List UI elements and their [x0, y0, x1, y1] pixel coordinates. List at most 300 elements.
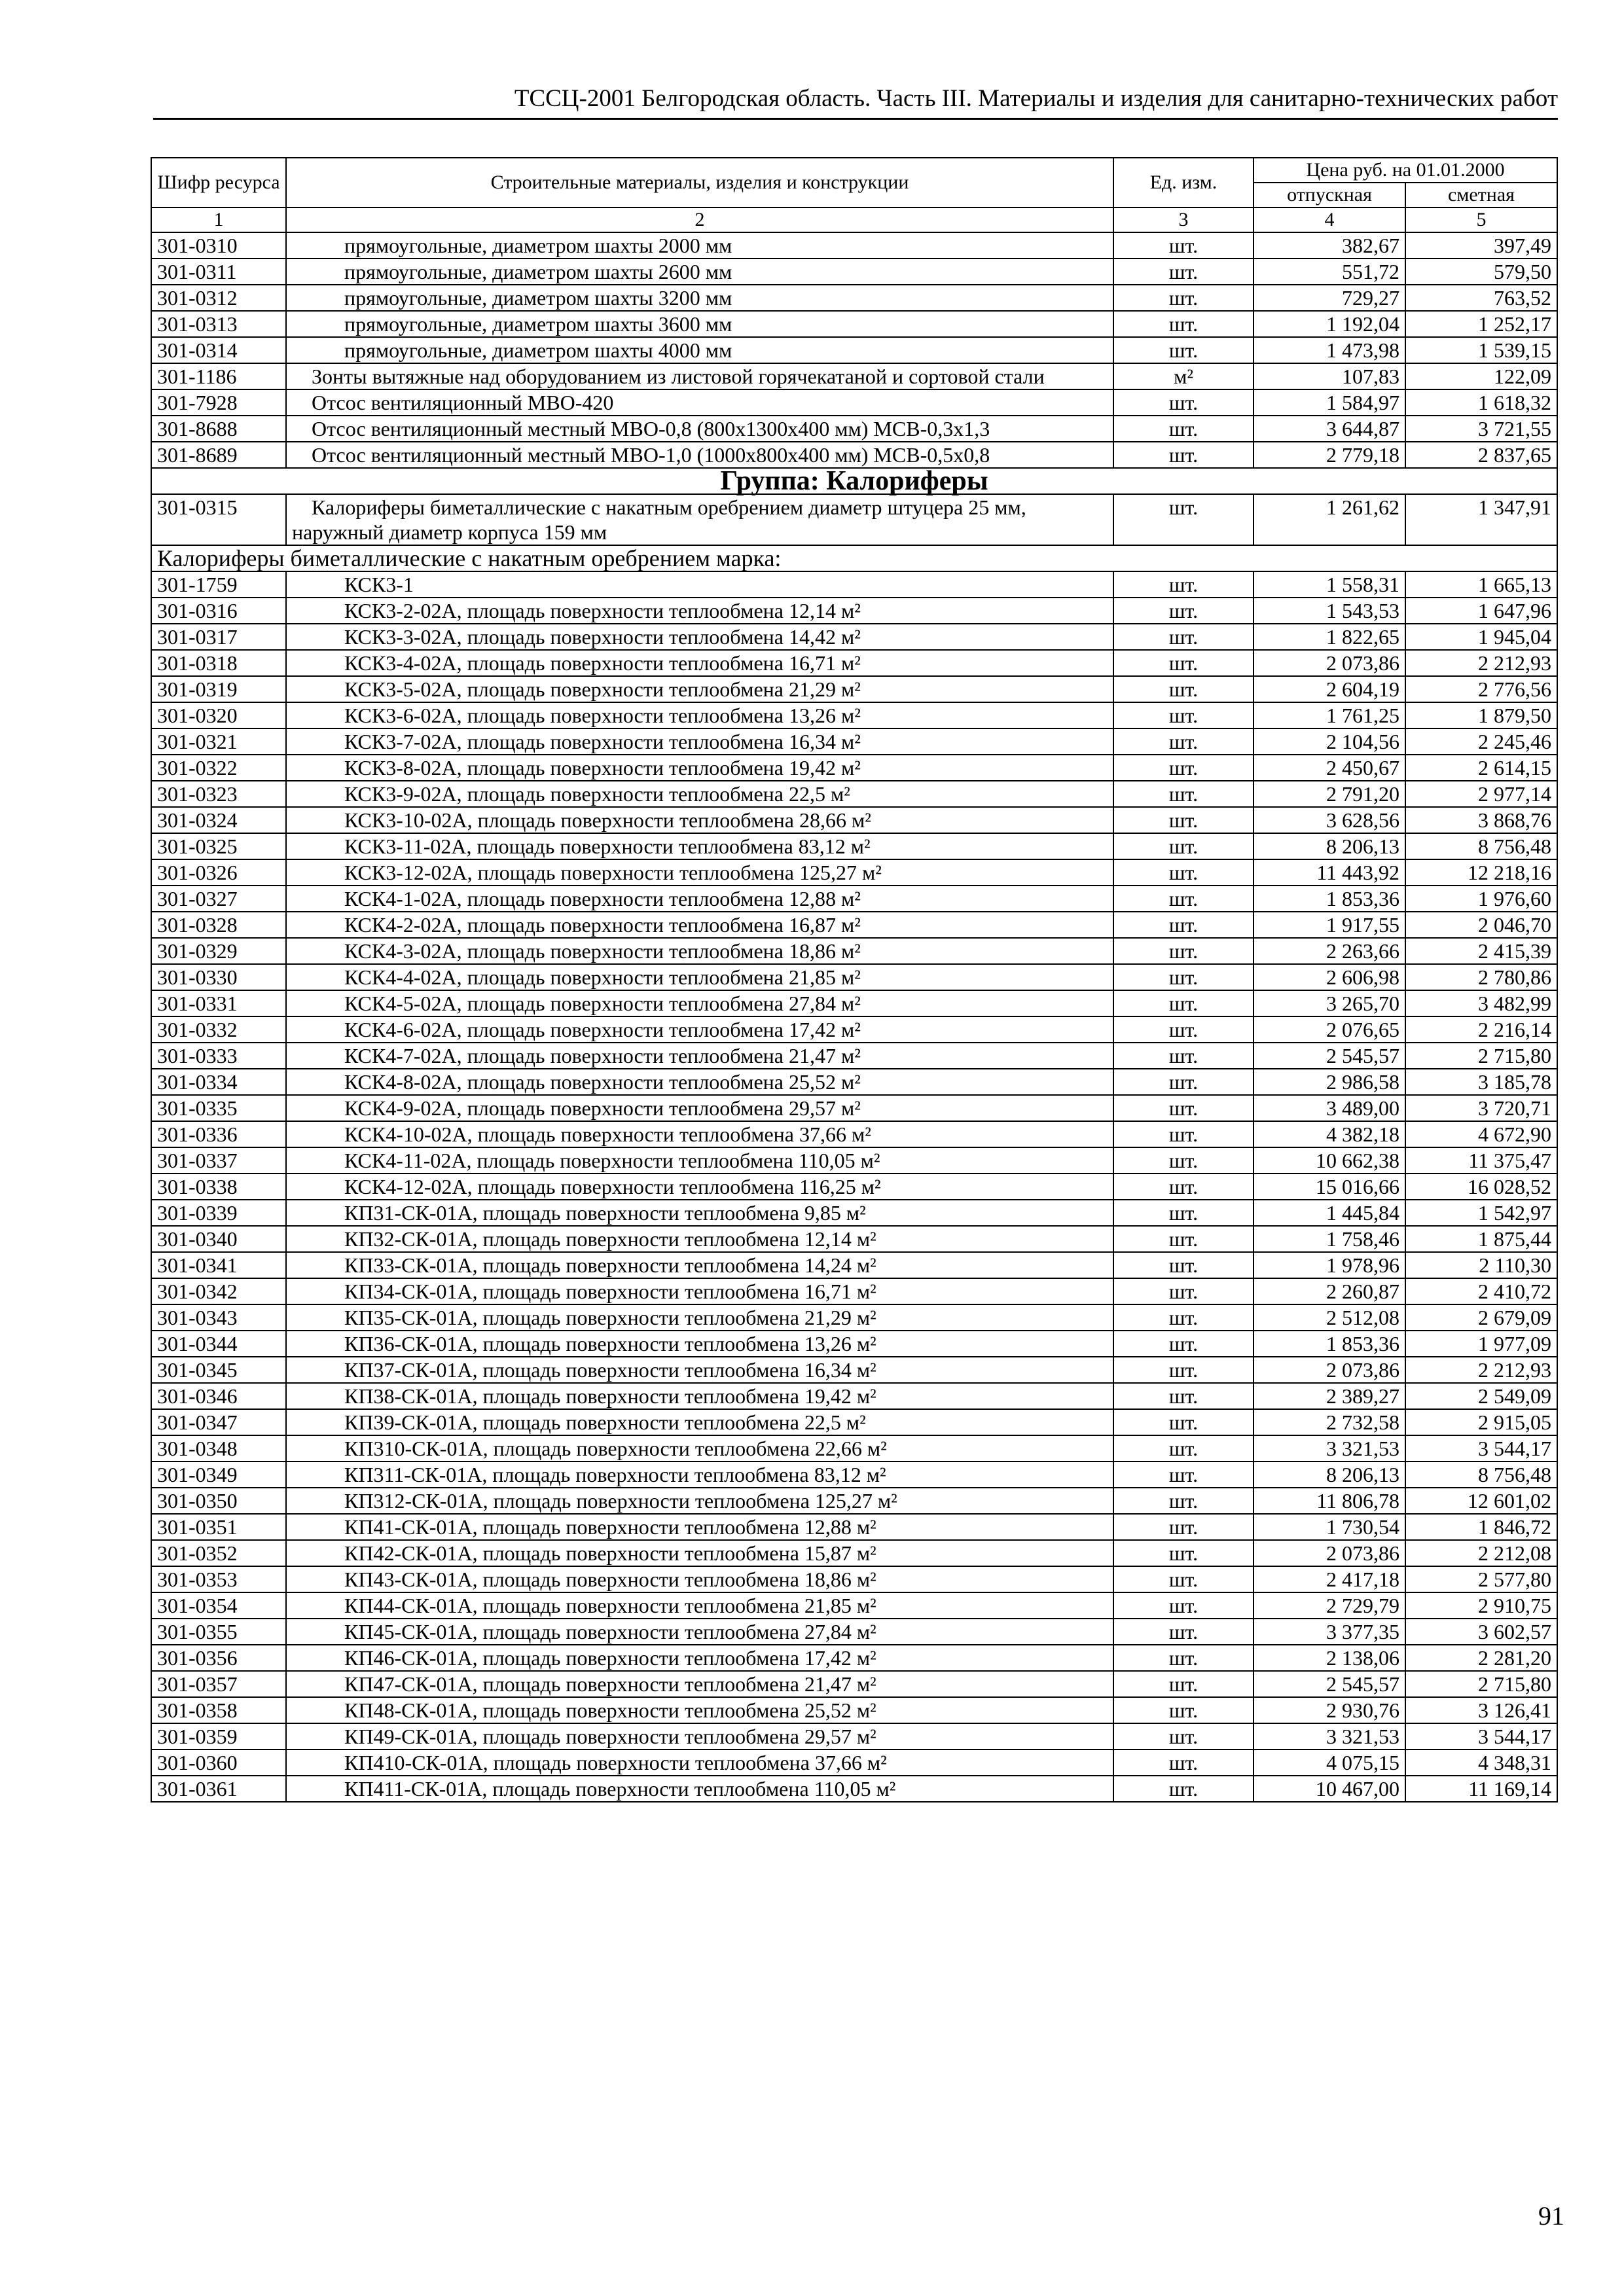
column-number: 4: [1254, 207, 1405, 232]
unit: шт.: [1113, 1723, 1254, 1749]
resource-code: 301-0337: [151, 1147, 286, 1174]
item-name: КП43-СК-01А, площадь поверхности теплообмена 18,86 м²: [344, 1568, 876, 1591]
table-row: [151, 1226, 1557, 1252]
estimate-price: 3 602,57: [1405, 1619, 1557, 1645]
item-name: КСК3-3-02А, площадь поверхности теплообмена 14,42 м²: [344, 625, 861, 649]
table-row: [151, 494, 1557, 545]
unit: шт.: [1113, 416, 1254, 442]
resource-code: 301-0358: [151, 1697, 286, 1723]
unit: шт.: [1113, 728, 1254, 755]
table-row: [151, 416, 1557, 442]
group-heading-row: [151, 468, 1557, 494]
estimate-price: 2 245,46: [1405, 728, 1557, 755]
release-price: 2 104,56: [1254, 728, 1405, 755]
unit: шт.: [1113, 598, 1254, 624]
resource-code: 301-0310: [151, 232, 286, 259]
item-name-cell: [286, 1043, 1113, 1069]
table-row: [151, 938, 1557, 964]
table-row: [151, 886, 1557, 912]
unit: шт.: [1113, 650, 1254, 676]
estimate-price: 2 046,70: [1405, 912, 1557, 938]
table-row: [151, 1095, 1557, 1121]
estimate-price: 2 110,30: [1405, 1252, 1557, 1278]
table-body: [151, 232, 1557, 1802]
item-name-cell: [286, 1095, 1113, 1121]
item-name-cell: [286, 728, 1113, 755]
release-price: 2 073,86: [1254, 1540, 1405, 1566]
resource-code: 301-0327: [151, 886, 286, 912]
estimate-price: 2 780,86: [1405, 964, 1557, 990]
estimate-price: 2 549,09: [1405, 1383, 1557, 1409]
estimate-price: 1 846,72: [1405, 1514, 1557, 1540]
header-unit: Ед. изм.: [1113, 158, 1254, 207]
resource-code: 301-0315: [151, 494, 286, 545]
release-price: 107,83: [1254, 363, 1405, 389]
item-name-cell: [286, 990, 1113, 1016]
resource-code: 301-0336: [151, 1121, 286, 1147]
table-row: [151, 598, 1557, 624]
resource-code: 301-0339: [151, 1200, 286, 1226]
item-name: КП46-СК-01А, площадь поверхности теплообмена 17,42 м²: [344, 1646, 876, 1670]
table-row: [151, 624, 1557, 650]
unit: шт.: [1113, 938, 1254, 964]
item-name: КСК4-12-02А, площадь поверхности теплообмена 116,25 м²: [344, 1175, 881, 1198]
table-row: [151, 311, 1557, 337]
estimate-price: 2 614,15: [1405, 755, 1557, 781]
item-name-cell: [286, 702, 1113, 728]
release-price: 551,72: [1254, 259, 1405, 285]
unit: шт.: [1113, 494, 1254, 545]
resource-code: 301-0360: [151, 1749, 286, 1776]
unit: шт.: [1113, 1069, 1254, 1095]
estimate-price: 2 679,09: [1405, 1304, 1557, 1331]
item-name: КП311-СК-01А, площадь поверхности теплообмена 83,12 м²: [344, 1463, 886, 1486]
item-name-cell: [286, 964, 1113, 990]
estimate-price: 11 375,47: [1405, 1147, 1557, 1174]
item-name: КП41-СК-01А, площадь поверхности теплообмена 12,88 м²: [344, 1515, 876, 1539]
resource-code: 301-0314: [151, 337, 286, 363]
item-name-cell: [286, 886, 1113, 912]
resource-code: 301-8689: [151, 442, 286, 468]
resource-code: 301-0357: [151, 1671, 286, 1697]
item-name-cell: [286, 1671, 1113, 1697]
release-price: 8 206,13: [1254, 833, 1405, 859]
table-header: [151, 158, 1557, 232]
resource-code: 301-0321: [151, 728, 286, 755]
estimate-price: 3 868,76: [1405, 807, 1557, 833]
subgroup-heading-row: [151, 545, 1557, 571]
resource-code: 301-0312: [151, 285, 286, 311]
release-price: 8 206,13: [1254, 1462, 1405, 1488]
item-name-cell: [286, 1200, 1113, 1226]
release-price: 4 075,15: [1254, 1749, 1405, 1776]
table-row: [151, 964, 1557, 990]
unit: шт.: [1113, 1252, 1254, 1278]
release-price: 2 779,18: [1254, 442, 1405, 468]
release-price: 1 853,36: [1254, 1331, 1405, 1357]
item-name-cell: [286, 755, 1113, 781]
unit: шт.: [1113, 859, 1254, 886]
table-row: [151, 1174, 1557, 1200]
resource-code: 301-0332: [151, 1016, 286, 1043]
release-price: 2 545,57: [1254, 1671, 1405, 1697]
resource-code: 301-0329: [151, 938, 286, 964]
release-price: 2 076,65: [1254, 1016, 1405, 1043]
column-number: 5: [1405, 207, 1557, 232]
release-price: 2 263,66: [1254, 938, 1405, 964]
estimate-price: 3 185,78: [1405, 1069, 1557, 1095]
table-row: [151, 1723, 1557, 1749]
estimate-price: 2 837,65: [1405, 442, 1557, 468]
item-name-cell: [286, 1069, 1113, 1095]
resource-code: 301-0349: [151, 1462, 286, 1488]
estimate-price: 1 665,13: [1405, 571, 1557, 598]
estimate-price: 4 672,90: [1405, 1121, 1557, 1147]
item-name: прямоугольные, диаметром шахты 2600 мм: [344, 260, 732, 283]
estimate-price: 12 601,02: [1405, 1488, 1557, 1514]
estimate-price: 2 212,93: [1405, 650, 1557, 676]
table-row: [151, 1488, 1557, 1514]
release-price: 2 604,19: [1254, 676, 1405, 702]
estimate-price: 1 347,91: [1405, 494, 1557, 545]
table-row: [151, 1043, 1557, 1069]
item-name: КП39-СК-01А, площадь поверхности теплообмена 22,5 м²: [344, 1410, 866, 1434]
estimate-price: 1 252,17: [1405, 311, 1557, 337]
item-name: КСК4-1-02А, площадь поверхности теплообмена 12,88 м²: [344, 887, 861, 910]
release-price: 1 853,36: [1254, 886, 1405, 912]
table-row: [151, 1357, 1557, 1383]
release-price: 3 644,87: [1254, 416, 1405, 442]
table-row: [151, 442, 1557, 468]
table-row: [151, 1540, 1557, 1566]
item-name-cell: [286, 1435, 1113, 1462]
table-row: [151, 1776, 1557, 1802]
unit: шт.: [1113, 886, 1254, 912]
item-name: Зонты вытяжные над оборудованием из листовой горячекатаной и сортовой стали: [312, 365, 1045, 388]
item-name-cell: [286, 1147, 1113, 1174]
table-row: [151, 1331, 1557, 1357]
item-name-cell: [286, 1776, 1113, 1802]
unit: шт.: [1113, 232, 1254, 259]
table-row: [151, 1749, 1557, 1776]
unit: шт.: [1113, 389, 1254, 416]
unit: шт.: [1113, 1304, 1254, 1331]
item-name: КСК3-7-02А, площадь поверхности теплообмена 16,34 м²: [344, 730, 861, 753]
resource-code: 301-0331: [151, 990, 286, 1016]
page-header: ТССЦ-2001 Белгородская область. Часть III. Материалы и изделия для санитарно-технических работ: [153, 84, 1558, 120]
unit: шт.: [1113, 1278, 1254, 1304]
estimate-price: 4 348,31: [1405, 1749, 1557, 1776]
estimate-price: 3 721,55: [1405, 416, 1557, 442]
item-name: КП31-СК-01А, площадь поверхности теплообмена 9,85 м²: [344, 1201, 866, 1225]
subgroup-heading: Калориферы биметаллические с накатным оребрением марка:: [151, 545, 1557, 571]
table-row: [151, 232, 1557, 259]
unit: шт.: [1113, 1566, 1254, 1592]
estimate-price: 2 776,56: [1405, 676, 1557, 702]
item-name: КП410-СК-01А, площадь поверхности теплообмена 37,66 м²: [344, 1751, 887, 1774]
table-row: [151, 1592, 1557, 1619]
item-name-cell: [286, 598, 1113, 624]
item-name: прямоугольные, диаметром шахты 3600 мм: [344, 312, 732, 336]
table-row: [151, 728, 1557, 755]
item-name-cell: [286, 1121, 1113, 1147]
unit: шт.: [1113, 990, 1254, 1016]
item-name-cell: [286, 938, 1113, 964]
unit: шт.: [1113, 702, 1254, 728]
resource-code: 301-0316: [151, 598, 286, 624]
resource-code: 301-0344: [151, 1331, 286, 1357]
item-name-cell: [286, 1383, 1113, 1409]
unit: шт.: [1113, 912, 1254, 938]
estimate-price: 579,50: [1405, 259, 1557, 285]
unit: шт.: [1113, 337, 1254, 363]
unit: шт.: [1113, 1645, 1254, 1671]
table-row: [151, 833, 1557, 859]
resource-code: 301-0351: [151, 1514, 286, 1540]
table-row: [151, 285, 1557, 311]
resource-code: 301-1186: [151, 363, 286, 389]
table-row: [151, 1252, 1557, 1278]
resource-code: 301-0311: [151, 259, 286, 285]
release-price: 1 917,55: [1254, 912, 1405, 938]
item-name: КСК4-10-02А, площадь поверхности теплообмена 37,66 м²: [344, 1122, 871, 1146]
release-price: 1 473,98: [1254, 337, 1405, 363]
item-name-cell: [286, 571, 1113, 598]
unit: шт.: [1113, 1409, 1254, 1435]
item-name-cell: [286, 416, 1113, 442]
item-name-cell: [286, 1723, 1113, 1749]
unit: шт.: [1113, 1200, 1254, 1226]
unit: шт.: [1113, 1331, 1254, 1357]
estimate-price: 2 216,14: [1405, 1016, 1557, 1043]
estimate-price: 3 126,41: [1405, 1697, 1557, 1723]
item-name: КП38-СК-01А, площадь поверхности теплообмена 19,42 м²: [344, 1384, 876, 1408]
resource-code: 301-1759: [151, 571, 286, 598]
estimate-price: 1 945,04: [1405, 624, 1557, 650]
header-name: Строительные материалы, изделия и конструкции: [286, 158, 1113, 207]
item-name-cell: [286, 311, 1113, 337]
release-price: 1 761,25: [1254, 702, 1405, 728]
estimate-price: 3 720,71: [1405, 1095, 1557, 1121]
unit: шт.: [1113, 311, 1254, 337]
item-name: КП310-СК-01А, площадь поверхности теплообмена 22,66 м²: [344, 1437, 887, 1460]
table-row: [151, 337, 1557, 363]
resource-code: 301-0341: [151, 1252, 286, 1278]
table-row: [151, 1462, 1557, 1488]
table-row: [151, 650, 1557, 676]
item-name-cell: [286, 650, 1113, 676]
resource-code: 301-0338: [151, 1174, 286, 1200]
unit: шт.: [1113, 1383, 1254, 1409]
estimate-price: 1 879,50: [1405, 702, 1557, 728]
resource-code: 301-0355: [151, 1619, 286, 1645]
resource-code: 301-0313: [151, 311, 286, 337]
release-price: 2 138,06: [1254, 1645, 1405, 1671]
estimate-price: 12 218,16: [1405, 859, 1557, 886]
table-row: [151, 1514, 1557, 1540]
item-name-cell: [286, 859, 1113, 886]
estimate-price: 3 482,99: [1405, 990, 1557, 1016]
item-name: КСК3-10-02А, площадь поверхности теплообмена 28,66 м²: [344, 808, 871, 832]
estimate-price: 1 539,15: [1405, 337, 1557, 363]
table-row: [151, 702, 1557, 728]
item-name: КСК3-9-02А, площадь поверхности теплообмена 22,5 м²: [344, 782, 850, 806]
unit: шт.: [1113, 1619, 1254, 1645]
estimate-price: 2 577,80: [1405, 1566, 1557, 1592]
item-name: прямоугольные, диаметром шахты 2000 мм: [344, 234, 732, 257]
table-row: [151, 990, 1557, 1016]
table-row: [151, 859, 1557, 886]
item-name-cell: [286, 1514, 1113, 1540]
unit: шт.: [1113, 1121, 1254, 1147]
item-name-cell: [286, 1697, 1113, 1723]
item-name-cell: [286, 1566, 1113, 1592]
item-name-cell: [286, 807, 1113, 833]
estimate-price: 2 715,80: [1405, 1671, 1557, 1697]
resource-code: 301-0324: [151, 807, 286, 833]
release-price: 11 443,92: [1254, 859, 1405, 886]
release-price: 3 321,53: [1254, 1435, 1405, 1462]
table-row: [151, 1278, 1557, 1304]
item-name: КСК3-5-02А, площадь поверхности теплообмена 21,29 м²: [344, 677, 861, 701]
resource-code: 301-0352: [151, 1540, 286, 1566]
estimate-price: 11 169,14: [1405, 1776, 1557, 1802]
item-name: КП42-СК-01А, площадь поверхности теплообмена 15,87 м²: [344, 1541, 876, 1565]
unit: шт.: [1113, 833, 1254, 859]
estimate-price: 1 875,44: [1405, 1226, 1557, 1252]
item-name: Отсос вентиляционный местный МВО-0,8 (800х1300х400 мм) МСВ-0,3х1,3: [312, 417, 990, 440]
release-price: 15 016,66: [1254, 1174, 1405, 1200]
item-name: КП36-СК-01А, площадь поверхности теплообмена 13,26 м²: [344, 1332, 876, 1355]
item-name: Отсос вентиляционный МВО-420: [312, 391, 614, 414]
resource-code: 301-0361: [151, 1776, 286, 1802]
item-name-cell: [286, 781, 1113, 807]
table-row: [151, 1409, 1557, 1435]
estimate-price: 1 977,09: [1405, 1331, 1557, 1357]
resource-code: 301-0320: [151, 702, 286, 728]
item-name: КП35-СК-01А, площадь поверхности теплообмена 21,29 м²: [344, 1306, 876, 1329]
unit: шт.: [1113, 1776, 1254, 1802]
release-price: 2 606,98: [1254, 964, 1405, 990]
item-name: КСК4-8-02А, площадь поверхности теплообмена 25,52 м²: [344, 1070, 861, 1094]
estimate-price: 2 410,72: [1405, 1278, 1557, 1304]
unit: шт.: [1113, 1592, 1254, 1619]
item-name-cell: [286, 833, 1113, 859]
table-row: [151, 781, 1557, 807]
item-name-cell: [286, 676, 1113, 702]
release-price: 1 192,04: [1254, 311, 1405, 337]
table-row: [151, 755, 1557, 781]
release-price: 1 558,31: [1254, 571, 1405, 598]
estimate-price: 16 028,52: [1405, 1174, 1557, 1200]
estimate-price: 1 618,32: [1405, 389, 1557, 416]
item-name: прямоугольные, диаметром шахты 4000 мм: [344, 338, 732, 362]
unit: шт.: [1113, 1226, 1254, 1252]
unit: шт.: [1113, 1540, 1254, 1566]
resource-code: 301-0353: [151, 1566, 286, 1592]
item-name-cell: [286, 1488, 1113, 1514]
item-name-cell: [286, 1331, 1113, 1357]
resource-code: 301-0356: [151, 1645, 286, 1671]
item-name-cell: [286, 1226, 1113, 1252]
table-row: [151, 1566, 1557, 1592]
item-name-cell: [286, 1592, 1113, 1619]
resource-code: 301-0330: [151, 964, 286, 990]
resource-code: 301-0325: [151, 833, 286, 859]
release-price: 3 321,53: [1254, 1723, 1405, 1749]
item-name: КП33-СК-01А, площадь поверхности теплообмена 14,24 м²: [344, 1253, 876, 1277]
item-name-cell: [286, 1278, 1113, 1304]
item-name: КП49-СК-01А, площадь поверхности теплообмена 29,57 м²: [344, 1725, 876, 1748]
table-row: [151, 1069, 1557, 1095]
unit: м²: [1113, 363, 1254, 389]
column-number: 2: [286, 207, 1113, 232]
resource-code: 301-0350: [151, 1488, 286, 1514]
item-name: КСК4-4-02А, площадь поверхности теплообмена 21,85 м²: [344, 965, 861, 989]
release-price: 2 073,86: [1254, 650, 1405, 676]
item-name-cell: [286, 1409, 1113, 1435]
unit: шт.: [1113, 1514, 1254, 1540]
release-price: 2 512,08: [1254, 1304, 1405, 1331]
item-name: КСК3-11-02А, площадь поверхности теплообмена 83,12 м²: [344, 834, 871, 858]
unit: шт.: [1113, 1357, 1254, 1383]
estimate-price: 1 976,60: [1405, 886, 1557, 912]
item-name-cell: [286, 337, 1113, 363]
item-name-cell: [286, 1749, 1113, 1776]
item-name-cell: [286, 624, 1113, 650]
resource-code: 301-0347: [151, 1409, 286, 1435]
estimate-price: 2 212,93: [1405, 1357, 1557, 1383]
estimate-price: 2 910,75: [1405, 1592, 1557, 1619]
item-name-cell: [286, 1619, 1113, 1645]
item-name: КСК3-12-02А, площадь поверхности теплообмена 125,27 м²: [344, 861, 882, 884]
resource-code: 301-0319: [151, 676, 286, 702]
release-price: 2 389,27: [1254, 1383, 1405, 1409]
unit: шт.: [1113, 442, 1254, 468]
release-price: 2 417,18: [1254, 1566, 1405, 1592]
item-name: КСК3-1: [344, 573, 414, 596]
unit: шт.: [1113, 755, 1254, 781]
column-number: 1: [151, 207, 286, 232]
estimate-price: 2 415,39: [1405, 938, 1557, 964]
item-name-cell: [286, 1462, 1113, 1488]
table-row: [151, 1619, 1557, 1645]
estimate-price: 1 542,97: [1405, 1200, 1557, 1226]
estimate-price: 2 977,14: [1405, 781, 1557, 807]
item-name-cell: [286, 363, 1113, 389]
estimate-price: 2 212,08: [1405, 1540, 1557, 1566]
item-name: КП44-СК-01А, площадь поверхности теплообмена 21,85 м²: [344, 1594, 876, 1617]
group-heading: Группа: Калориферы: [151, 468, 1557, 494]
release-price: 382,67: [1254, 232, 1405, 259]
release-price: 10 662,38: [1254, 1147, 1405, 1174]
table-row: [151, 1200, 1557, 1226]
item-name: прямоугольные, диаметром шахты 3200 мм: [344, 286, 732, 310]
unit: шт.: [1113, 1749, 1254, 1776]
resource-code: 301-0318: [151, 650, 286, 676]
item-name-cell: [286, 259, 1113, 285]
item-name: КП45-СК-01А, площадь поверхности теплообмена 27,84 м²: [344, 1620, 876, 1643]
estimate-price: 8 756,48: [1405, 833, 1557, 859]
table-row: [151, 1147, 1557, 1174]
release-price: 729,27: [1254, 285, 1405, 311]
resource-code: 301-0345: [151, 1357, 286, 1383]
item-name: КСК4-6-02А, площадь поверхности теплообмена 17,42 м²: [344, 1018, 861, 1041]
resource-code: 301-0346: [151, 1383, 286, 1409]
resource-code: 301-0323: [151, 781, 286, 807]
resource-code: 301-0317: [151, 624, 286, 650]
table-row: [151, 1645, 1557, 1671]
